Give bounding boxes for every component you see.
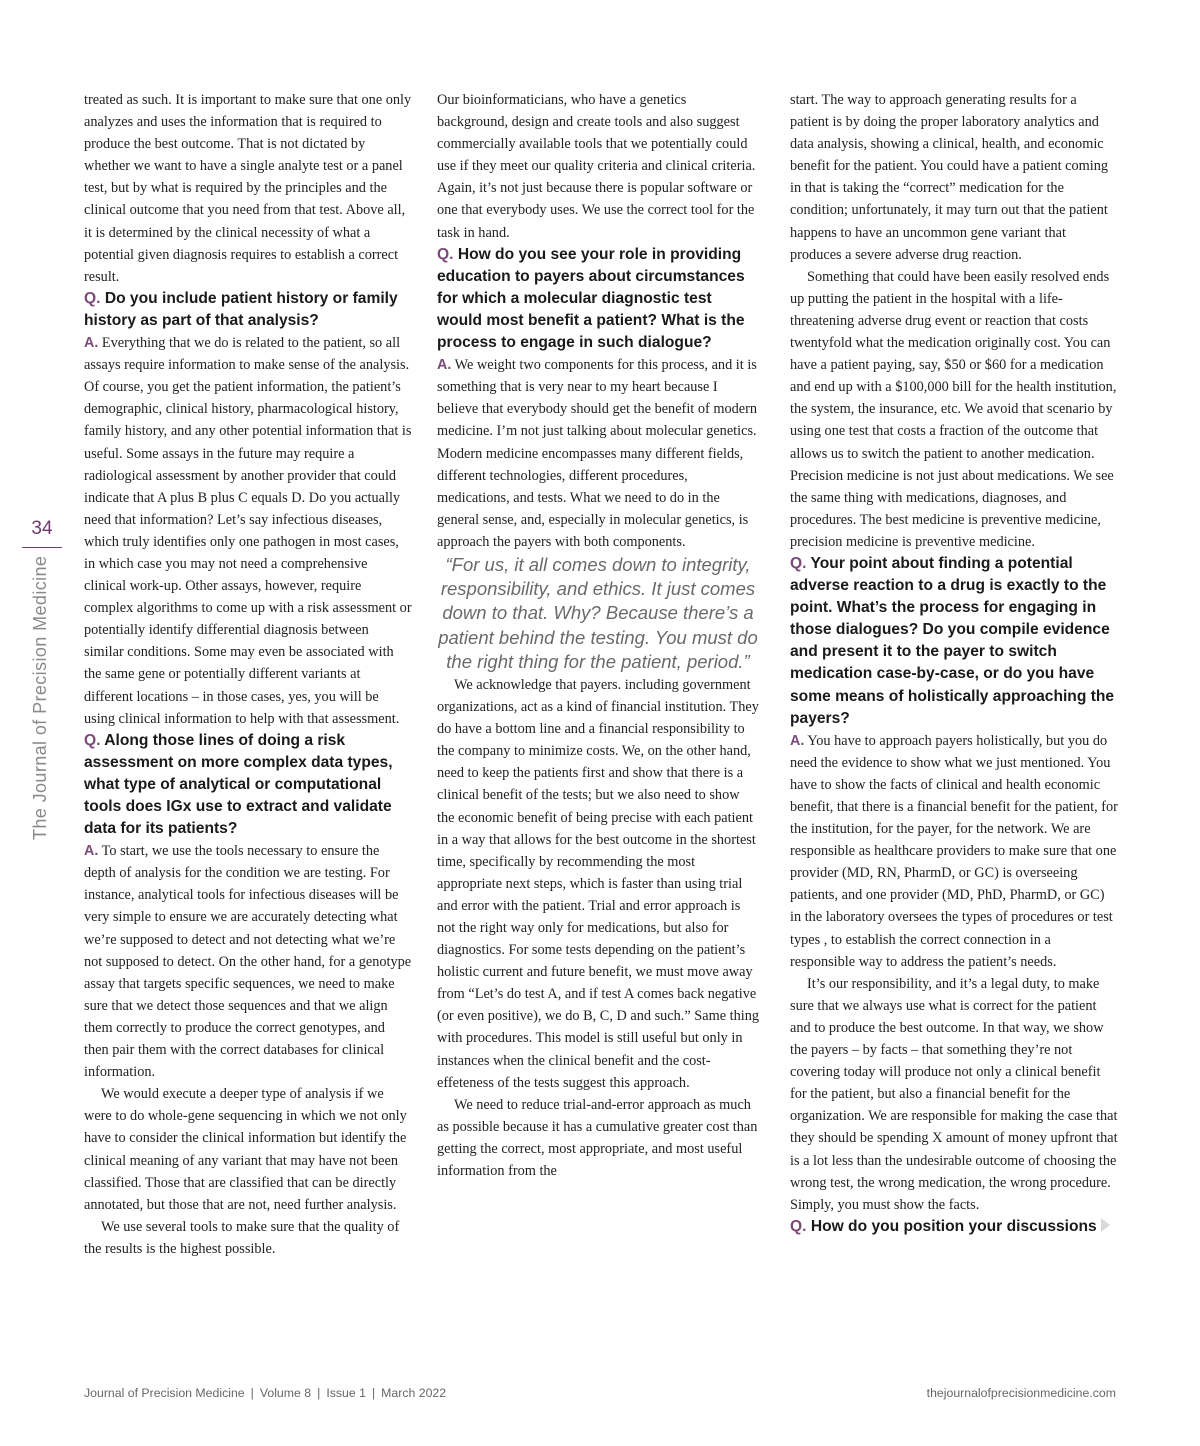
a-marker: A.	[84, 335, 99, 352]
footer-volume: Volume 8	[259, 1386, 312, 1400]
col1-paragraph-1: treated as such. It is important to make sure that one only analyzes and uses the information that is required to produce the best outcome. That is not dictated by whether we want to have a single analyte test or a panel test, but by what is required by the principles and the clinical outcome that you need from that test. Above all, it is determined by the clinical necessity of what a potential given diagnosis requires to establish a correct result.	[84, 92, 412, 285]
footer-journal: Journal of Precision Medicine	[84, 1386, 245, 1400]
question-3-text: How do you see your role in providing education to payers about circumstances for which a molecular diagnostic test would most benefit a patient? What is the process to engage in such dialogue?	[437, 245, 745, 352]
a-marker: A.	[790, 732, 805, 749]
question-1-text: Do you include patient history or family history as part of that analysis?	[84, 289, 398, 329]
question-3	[437, 244, 759, 354]
answer-2	[84, 840, 412, 1083]
pull-quote: “For us, it all comes down to integrity, responsibility, and ethics. It just comes down to that. Why? Because there’s a patient behind the testing. You must do the right thing for the patient, period.”	[438, 553, 758, 672]
answer-2-text: To start, we use the tools necessary to ensure the depth of analysis for the condition we are testing. For instance, analytical tools for infectious diseases will be very simple to ensure we are accurately detecting what we’re supposed to detect and not detecting what we’re not supposed to detect. On the other hand, for a genotype assay that targets specific sequences, we need to make sure that we detect those sequences and that we align them correctly to produce the correct genotypes, and then pair them with the correct databases for clinical information.	[84, 843, 412, 1081]
answer-3	[437, 354, 759, 553]
a-marker: A.	[84, 843, 99, 860]
footer-website: thejournalofprecisionmedicine.com	[926, 1386, 1116, 1400]
col2-paragraph-3: We need to reduce trial-and-error approach as much as possible because it has a cumulative greater cost than getting the correct, most appropriate, and most useful information from the	[437, 1096, 758, 1180]
answer-4	[790, 730, 1118, 973]
question-1	[84, 288, 412, 332]
footer-separator: |	[317, 1386, 321, 1400]
answer-4-text: You have to approach payers holistically, but you do need the evidence to show what we just mentioned. You have to show the facts of clinical and health economic benefit, that there is a financial benefit for the patient, for the institution, for the payer, for the network. We are responsible as healthcare providers to make sure that one provider (MD, RN, PharmD, or GC) is overseeing patients, and one provider (MD, PhD, PharmD, or GC) in the laboratory oversees the types of procedures or test types , to establish the correct connection in a responsible way to address the patient’s needs.	[790, 732, 1118, 970]
col3-paragraph-2: Something that could have been easily resolved ends up putting the patient in the hospital with a life-threatening adverse drug event or reaction that costs twentyfold what the medication originally cost. You can have a patient paying, say, $50 or $60 for a medication and end up with a $100,000 bill for the health institution, the system, the insurance, etc. We avoid that scenario by using one test that costs a fraction of the outcome that allows us to switch the patient to another medication. Precision medicine is not just about medications. We see the same thing with medications, diagnoses, and procedures. The best medicine is preventive medicine, precision medicine is preventive medicine.	[790, 268, 1117, 550]
col2-paragraph-1: Our bioinformaticians, who have a genetics background, design and create tools and also suggest commercially available tools that we potentially could use if they meet our quality criteria and clinical criteria. Again, it’s not just because there is popular software or one that everybody uses. We use the correct tool for the task in hand.	[437, 92, 756, 241]
question-4	[790, 553, 1118, 730]
column-2	[437, 89, 759, 1182]
footer-date: March 2022	[381, 1386, 447, 1400]
q-marker: Q.	[84, 731, 101, 749]
footer-separator: |	[250, 1386, 254, 1400]
footer-separator: |	[371, 1386, 376, 1400]
question-2	[84, 730, 412, 840]
answer-1-text: Everything that we do is related to the patient, so all assays require information to make sense of the analysis. Of course, you get the patient information, the patient’s demographic, clinical history, pharmacological history, family history, and any other potential information that is useful. Some assays in the future may require a radiological assessment by another provider that could indicate that A plus B plus C equals D. Do you actually need that information? Let’s say infectious diseases, which truly identifies only one pathogen in most cases, in which case you may not need a comprehensive clinical work-up. Other assays, however, require complex algorithms to come up with a risk assessment or potentially identify differential diagnosis between similar conditions. Some may even be associated with the same gene or potentially different variants at different locations – in those cases, yes, you will be using clinical information to help with that assessment.	[84, 335, 412, 727]
page-number-rule	[22, 547, 62, 548]
question-5-text: How do you position your discussions	[810, 1217, 1097, 1235]
column-3	[790, 89, 1118, 1238]
col1-paragraph-2: We would execute a deeper type of analysis if we were to do whole-gene sequencing in which we not only have to consider the clinical information but identify the clinical meaning of any variant that may have not been classified. Those that are classified that can be directly annotated, but those that are not, need further analysis.	[84, 1086, 407, 1213]
column-1	[84, 89, 412, 1260]
continue-arrow-icon	[1101, 1218, 1110, 1232]
col1-paragraph-3: We use several tools to make sure that the quality of the results is the highest possible.	[84, 1218, 400, 1257]
question-4-text: Your point about finding a potential adverse reaction to a drug is exactly to the point. What’s the process for engaging in those dialogues? Do you compile evidence and present it to the payer to switch medication case-by-case, or do you have some means of holistically approaching the payers?	[790, 554, 1115, 727]
page-number: 34	[31, 518, 53, 539]
col2-paragraph-2: We acknowledge that payers. including government organizations, act as a kind of financial institution. They do have a bottom line and a financial responsibility to the company to minimize costs. We, on the other hand, need to keep the patients first and show that there is a clinical benefit of the tests; but we also need to show the economic benefit of being precise with each patient in a way that allows for the best outcome in the shortest time, specifically by recommending the most appropriate next steps, which is faster than using trial and error with the patient. Trial and error approach is not the right way only for medications, but also for diagnostics. For some tests depending on the patient’s holistic current and future benefit, we must move away from “Let’s do test A, and if test A comes back negative (or even positive), we do B, C, D and such.” Same thing with procedures. This model is still useful but only in instances when the clinical benefit and the cost-effeteness of the tests suggest this approach.	[437, 676, 760, 1091]
col3-paragraph-1: start. The way to approach generating results for a patient is by doing the proper laboratory analytics and data analysis, showing a clinical, health, and economic benefit for the patient. You could have a patient coming in that is taking the “correct” medication for the condition; unfortunately, it may turn out that the patient happens to have an uncommon gene variant that produces a severe adverse drug reaction.	[790, 92, 1109, 263]
q-marker: Q.	[84, 289, 101, 307]
q-marker: Q.	[790, 1217, 807, 1235]
col3-paragraph-3: It’s our responsibility, and it’s a legal duty, to make sure that we always use what is correct for the patient and to produce the best outcome. In that way, we show the payers – by facts – that something they’re not covering today will produce not only a clinical benefit for the patient, but also a financial benefit for the organization. We are responsible for making the case that they should be spending X amount of money upfront that is a lot less than the undesirable outcome of choosing the wrong test, the wrong medication, the wrong procedure. Simply, you must show the facts.	[790, 975, 1118, 1213]
q-marker: Q.	[790, 554, 807, 572]
answer-3-text: We weight two components for this process, and it is something that is very near to my heart because I believe that everybody should get the benefit of modern medicine. I’m not just talking about molecular genetics. Modern medicine encompasses many different fields, different technologies, different procedures, medications, and tests. What we need to do in the general sense, and, especially in molecular genetics, is approach the payers with both components.	[437, 357, 757, 550]
footer-citation	[84, 1386, 446, 1400]
question-5	[790, 1216, 1118, 1238]
q-marker: Q.	[437, 245, 454, 263]
a-marker: A.	[437, 357, 452, 374]
sidebar-journal-name: The Journal of Precision Medicine	[30, 555, 50, 840]
answer-1	[84, 332, 412, 730]
footer-issue: Issue 1	[326, 1386, 366, 1400]
question-2-text: Along those lines of doing a risk assessment on more complex data types, what type of analytical or computational tools does IGx use to extract and validate data for its patients?	[84, 731, 393, 838]
